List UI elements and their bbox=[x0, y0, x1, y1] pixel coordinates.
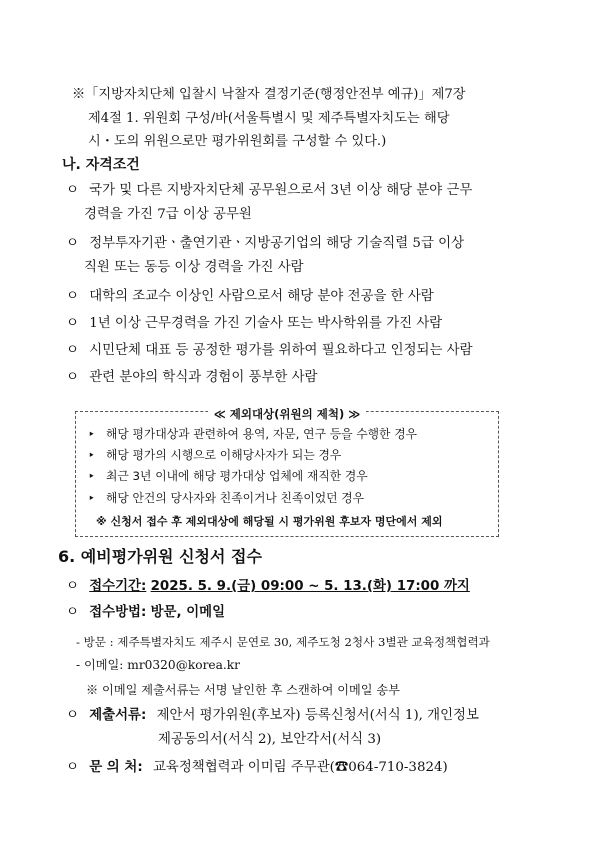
bullet-icon: ㅇ bbox=[66, 708, 79, 723]
email-address: - 이메일: mr0320@korea.kr bbox=[76, 658, 240, 672]
bullet-icon: ‣ bbox=[88, 427, 95, 441]
bullet-icon: ㅇ bbox=[66, 579, 79, 594]
list-item bbox=[66, 315, 442, 333]
phone-icon: ☎ bbox=[334, 760, 349, 775]
bullet-icon: ㅇ bbox=[66, 236, 79, 251]
method-label: 접수방법: bbox=[89, 605, 147, 620]
legal-note-line-3: 시・도의 위원으로만 평가위원회를 구성할 수 있다.) bbox=[88, 134, 387, 149]
docs-line-2: 제공동의서(서식 2), 보안각서(서식 3) bbox=[158, 732, 382, 747]
docs-line-1: 제안서 평가위원(후보자) 등록신청서(서식 1), 개인정보 bbox=[156, 708, 479, 723]
bullet-icon: ㅇ bbox=[66, 605, 79, 620]
legal-note-line-1: ※「지방자치단체 입찰시 낙찰자 결정기준(행정안전부 예규)」제7장 bbox=[72, 87, 466, 102]
exclusion-item: ‣ 최근 3년 이내에 해당 평가대상 업체에 재직한 경우 bbox=[88, 469, 368, 483]
list-item-text: 관련 분야의 학식과 경험이 풍부한 사람 bbox=[89, 370, 318, 385]
contact-label: 문 의 처: bbox=[89, 760, 143, 775]
legal-note-line-2: 제4절 1. 위원회 구성/바(서울특별시 및 제주특별자치도는 해당 bbox=[88, 111, 450, 126]
exclusion-item: ‣ 해당 평가의 시행으로 이해당사자가 되는 경우 bbox=[88, 448, 342, 462]
list-item-text: 시민단체 대표 등 공정한 평가를 위하여 필요하다고 인정되는 사람 bbox=[89, 343, 473, 358]
list-item bbox=[66, 235, 464, 253]
bullet-icon: ㅇ bbox=[66, 760, 79, 775]
bullet-icon: ㅇ bbox=[66, 183, 79, 198]
exclusion-box-title: ≪ 제외대상(위원의 제척) ≫ bbox=[76, 403, 498, 422]
qualification-heading: 나. 자격조건 bbox=[62, 157, 140, 173]
method-value: 방문, 이메일 bbox=[150, 605, 226, 620]
period-label: 접수기간: bbox=[89, 579, 147, 594]
bullet-icon: ㅇ bbox=[66, 316, 79, 331]
bullet-icon: ‣ bbox=[88, 448, 95, 462]
exclusion-box bbox=[75, 407, 499, 537]
list-item-text: 1년 이상 근무경력을 가진 기술사 또는 박사학위를 가진 사람 bbox=[89, 316, 443, 331]
visit-address: - 방문 : 제주특별자치도 제주시 문연로 30, 제주도청 2청사 3별관 교육정책협력과 bbox=[76, 635, 490, 649]
docs-label: 제출서류: bbox=[89, 708, 147, 723]
bullet-icon: ㅇ bbox=[66, 370, 79, 385]
list-item bbox=[66, 369, 317, 387]
section-6-heading: 6. 예비평가위원 신청서 접수 bbox=[58, 547, 262, 566]
reception-period bbox=[66, 578, 470, 596]
list-item-continuation: 경력을 가진 7급 이상 공무원 bbox=[84, 207, 252, 222]
list-item-text: 국가 및 다른 지방자치단체 공무원으로서 3년 이상 해당 분야 근무 bbox=[89, 183, 473, 198]
contact-value: 교육정책협력과 이미림 주무관( bbox=[152, 760, 335, 775]
phone-number: 064-710-3824) bbox=[348, 760, 448, 775]
bullet-icon: ‣ bbox=[88, 491, 95, 505]
exclusion-note: ※ 신청서 접수 후 제외대상에 해당될 시 평가위원 후보자 명단에서 제외 bbox=[96, 515, 443, 528]
period-value: 2025. 5. 9.(금) 09:00 ~ 5. 13.(화) 17:00 까지 bbox=[150, 579, 470, 594]
list-item bbox=[66, 342, 473, 360]
list-item bbox=[66, 288, 434, 306]
bullet-icon: ㅇ bbox=[66, 289, 79, 304]
contact bbox=[66, 759, 448, 777]
list-item bbox=[66, 182, 472, 200]
list-item-text: 대학의 조교수 이상인 사람으로서 해당 분야 전공을 한 사람 bbox=[89, 289, 434, 304]
exclusion-item: ‣ 해당 평가대상과 관련하여 용역, 자문, 연구 등을 수행한 경우 bbox=[88, 427, 417, 441]
list-item-continuation: 직원 또는 동등 이상 경력을 가진 사람 bbox=[84, 260, 304, 275]
bullet-icon: ㅇ bbox=[66, 343, 79, 358]
email-note: ※ 이메일 제출서류는 서명 날인한 후 스캔하여 이메일 송부 bbox=[86, 683, 400, 697]
reception-method bbox=[66, 604, 225, 622]
submission-docs bbox=[66, 707, 479, 725]
exclusion-item: ‣ 해당 안건의 당사자와 친족이거나 친족이었던 경우 bbox=[88, 491, 365, 505]
list-item-text: 정부투자기관ㆍ출연기관ㆍ지방공기업의 해당 기술직렬 5급 이상 bbox=[89, 236, 465, 251]
bullet-icon: ‣ bbox=[88, 469, 95, 483]
